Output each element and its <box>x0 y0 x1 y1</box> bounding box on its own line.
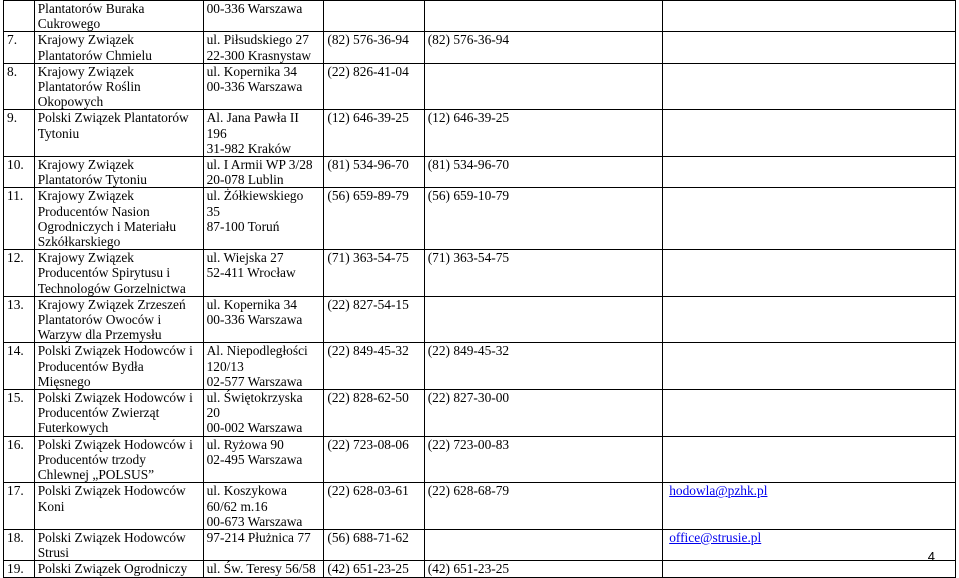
fax-number: (71) 363-54-75 <box>424 250 663 297</box>
table-row <box>4 188 956 250</box>
fax-number: (22) 849-45-32 <box>424 343 663 390</box>
email-link[interactable]: office@strusie.pl <box>663 529 956 560</box>
fax-number: (82) 576-36-94 <box>424 32 663 63</box>
address: ul. I Armii WP 3/28 20-078 Lublin <box>203 157 324 188</box>
address: ul. Ryżowa 90 02-495 Warszawa <box>203 436 324 483</box>
row-number: 14. <box>4 343 35 390</box>
organization-name: Polski Związek Hodowców i Producentów Zwierząt Futerkowych <box>34 390 203 437</box>
organization-name: Plantatorów Buraka Cukrowego <box>34 1 203 32</box>
fax-number <box>424 63 663 110</box>
table-row <box>4 63 956 110</box>
phone-number: (56) 659-89-79 <box>324 188 424 250</box>
fax-number: (22) 827-30-00 <box>424 390 663 437</box>
row-number: 15. <box>4 390 35 437</box>
fax-number: (22) 723-00-83 <box>424 436 663 483</box>
fax-number <box>424 296 663 343</box>
table-row <box>4 529 956 560</box>
phone-number: (56) 688-71-62 <box>324 529 424 560</box>
address: ul. Św. Teresy 56/58 <box>203 561 324 577</box>
fax-number: (12) 646-39-25 <box>424 110 663 157</box>
address: ul. Świętokrzyska 20 00-002 Warszawa <box>203 390 324 437</box>
address: Al. Niepodległości 120/13 02-577 Warszawa <box>203 343 324 390</box>
phone-number: (22) 849-45-32 <box>324 343 424 390</box>
organization-name: Polski Związek Ogrodniczy <box>34 561 203 577</box>
email-link <box>663 188 956 250</box>
phone-number: (22) 827-54-15 <box>324 296 424 343</box>
email-link <box>663 436 956 483</box>
phone-number: (71) 363-54-75 <box>324 250 424 297</box>
table-row <box>4 32 956 63</box>
email-link[interactable]: hodowla@pzhk.pl <box>663 483 956 530</box>
phone-number: (22) 628-03-61 <box>324 483 424 530</box>
phone-number: (42) 651-23-25 <box>324 561 424 577</box>
table-row <box>4 483 956 530</box>
organization-name: Polski Związek Hodowców i Producentów Bydła Mięsnego <box>34 343 203 390</box>
fax-number: (81) 534-96-70 <box>424 157 663 188</box>
phone-number: (12) 646-39-25 <box>324 110 424 157</box>
row-number: 16. <box>4 436 35 483</box>
row-number <box>4 1 35 32</box>
table-row <box>4 343 956 390</box>
address: ul. Kopernika 34 00-336 Warszawa <box>203 296 324 343</box>
fax-number <box>424 529 663 560</box>
table-row <box>4 250 956 297</box>
organizations-table <box>3 0 956 578</box>
address: Al. Jana Pawła II 196 31-982 Kraków <box>203 110 324 157</box>
row-number: 9. <box>4 110 35 157</box>
row-number: 17. <box>4 483 35 530</box>
address: 00-336 Warszawa <box>203 1 324 32</box>
organization-name: Krajowy Związek Zrzeszeń Plantatorów Owoców i Warzyw dla Przemysłu <box>34 296 203 343</box>
email-link <box>663 157 956 188</box>
row-number: 11. <box>4 188 35 250</box>
email-link <box>663 296 956 343</box>
fax-number: (56) 659-10-79 <box>424 188 663 250</box>
table-body <box>4 1 956 578</box>
table-row <box>4 561 956 577</box>
email-link <box>663 250 956 297</box>
address: 97-214 Płużnica 77 <box>203 529 324 560</box>
row-number: 19. <box>4 561 35 577</box>
address: ul. Wiejska 27 52-411 Wrocław <box>203 250 324 297</box>
email-link <box>663 63 956 110</box>
organization-name: Polski Związek Plantatorów Tytoniu <box>34 110 203 157</box>
table-row <box>4 1 956 32</box>
phone-number: (82) 576-36-94 <box>324 32 424 63</box>
organization-name: Polski Związek Hodowców Koni <box>34 483 203 530</box>
phone-number: (22) 828-62-50 <box>324 390 424 437</box>
organization-name: Krajowy Związek Producentów Nasion Ogrodniczych i Materiału Szkółkarskiego <box>34 188 203 250</box>
organization-name: Krajowy Związek Plantatorów Tytoniu <box>34 157 203 188</box>
email-link <box>663 390 956 437</box>
table-row <box>4 296 956 343</box>
row-number: 7. <box>4 32 35 63</box>
phone-number <box>324 1 424 32</box>
organization-name: Polski Związek Hodowców i Producentów trzody Chlewnej „POLSUS” <box>34 436 203 483</box>
fax-number: (22) 628-68-79 <box>424 483 663 530</box>
table-row <box>4 157 956 188</box>
email-link <box>663 343 956 390</box>
address: ul. Piłsudskiego 27 22-300 Krasnystaw <box>203 32 324 63</box>
row-number: 13. <box>4 296 35 343</box>
email-link <box>663 1 956 32</box>
organization-name: Krajowy Związek Producentów Spirytusu i Technologów Gorzelnictwa <box>34 250 203 297</box>
address: ul. Kopernika 34 00-336 Warszawa <box>203 63 324 110</box>
phone-number: (22) 826-41-04 <box>324 63 424 110</box>
row-number: 10. <box>4 157 35 188</box>
phone-number: (22) 723-08-06 <box>324 436 424 483</box>
organization-name: Polski Związek Hodowców Strusi <box>34 529 203 560</box>
row-number: 8. <box>4 63 35 110</box>
phone-number: (81) 534-96-70 <box>324 157 424 188</box>
organization-name: Krajowy Związek Plantatorów Chmielu <box>34 32 203 63</box>
email-link <box>663 561 956 577</box>
organization-name: Krajowy Związek Plantatorów Roślin Okopowych <box>34 63 203 110</box>
email-link <box>663 32 956 63</box>
page-number: 4 <box>927 549 935 564</box>
address: ul. Koszykowa 60/62 m.16 00-673 Warszawa <box>203 483 324 530</box>
address: ul. Żółkiewskiego 35 87-100 Toruń <box>203 188 324 250</box>
table-row <box>4 390 956 437</box>
row-number: 18. <box>4 529 35 560</box>
table-row <box>4 110 956 157</box>
fax-number <box>424 1 663 32</box>
table-row <box>4 436 956 483</box>
email-link <box>663 110 956 157</box>
fax-number: (42) 651-23-25 <box>424 561 663 577</box>
row-number: 12. <box>4 250 35 297</box>
